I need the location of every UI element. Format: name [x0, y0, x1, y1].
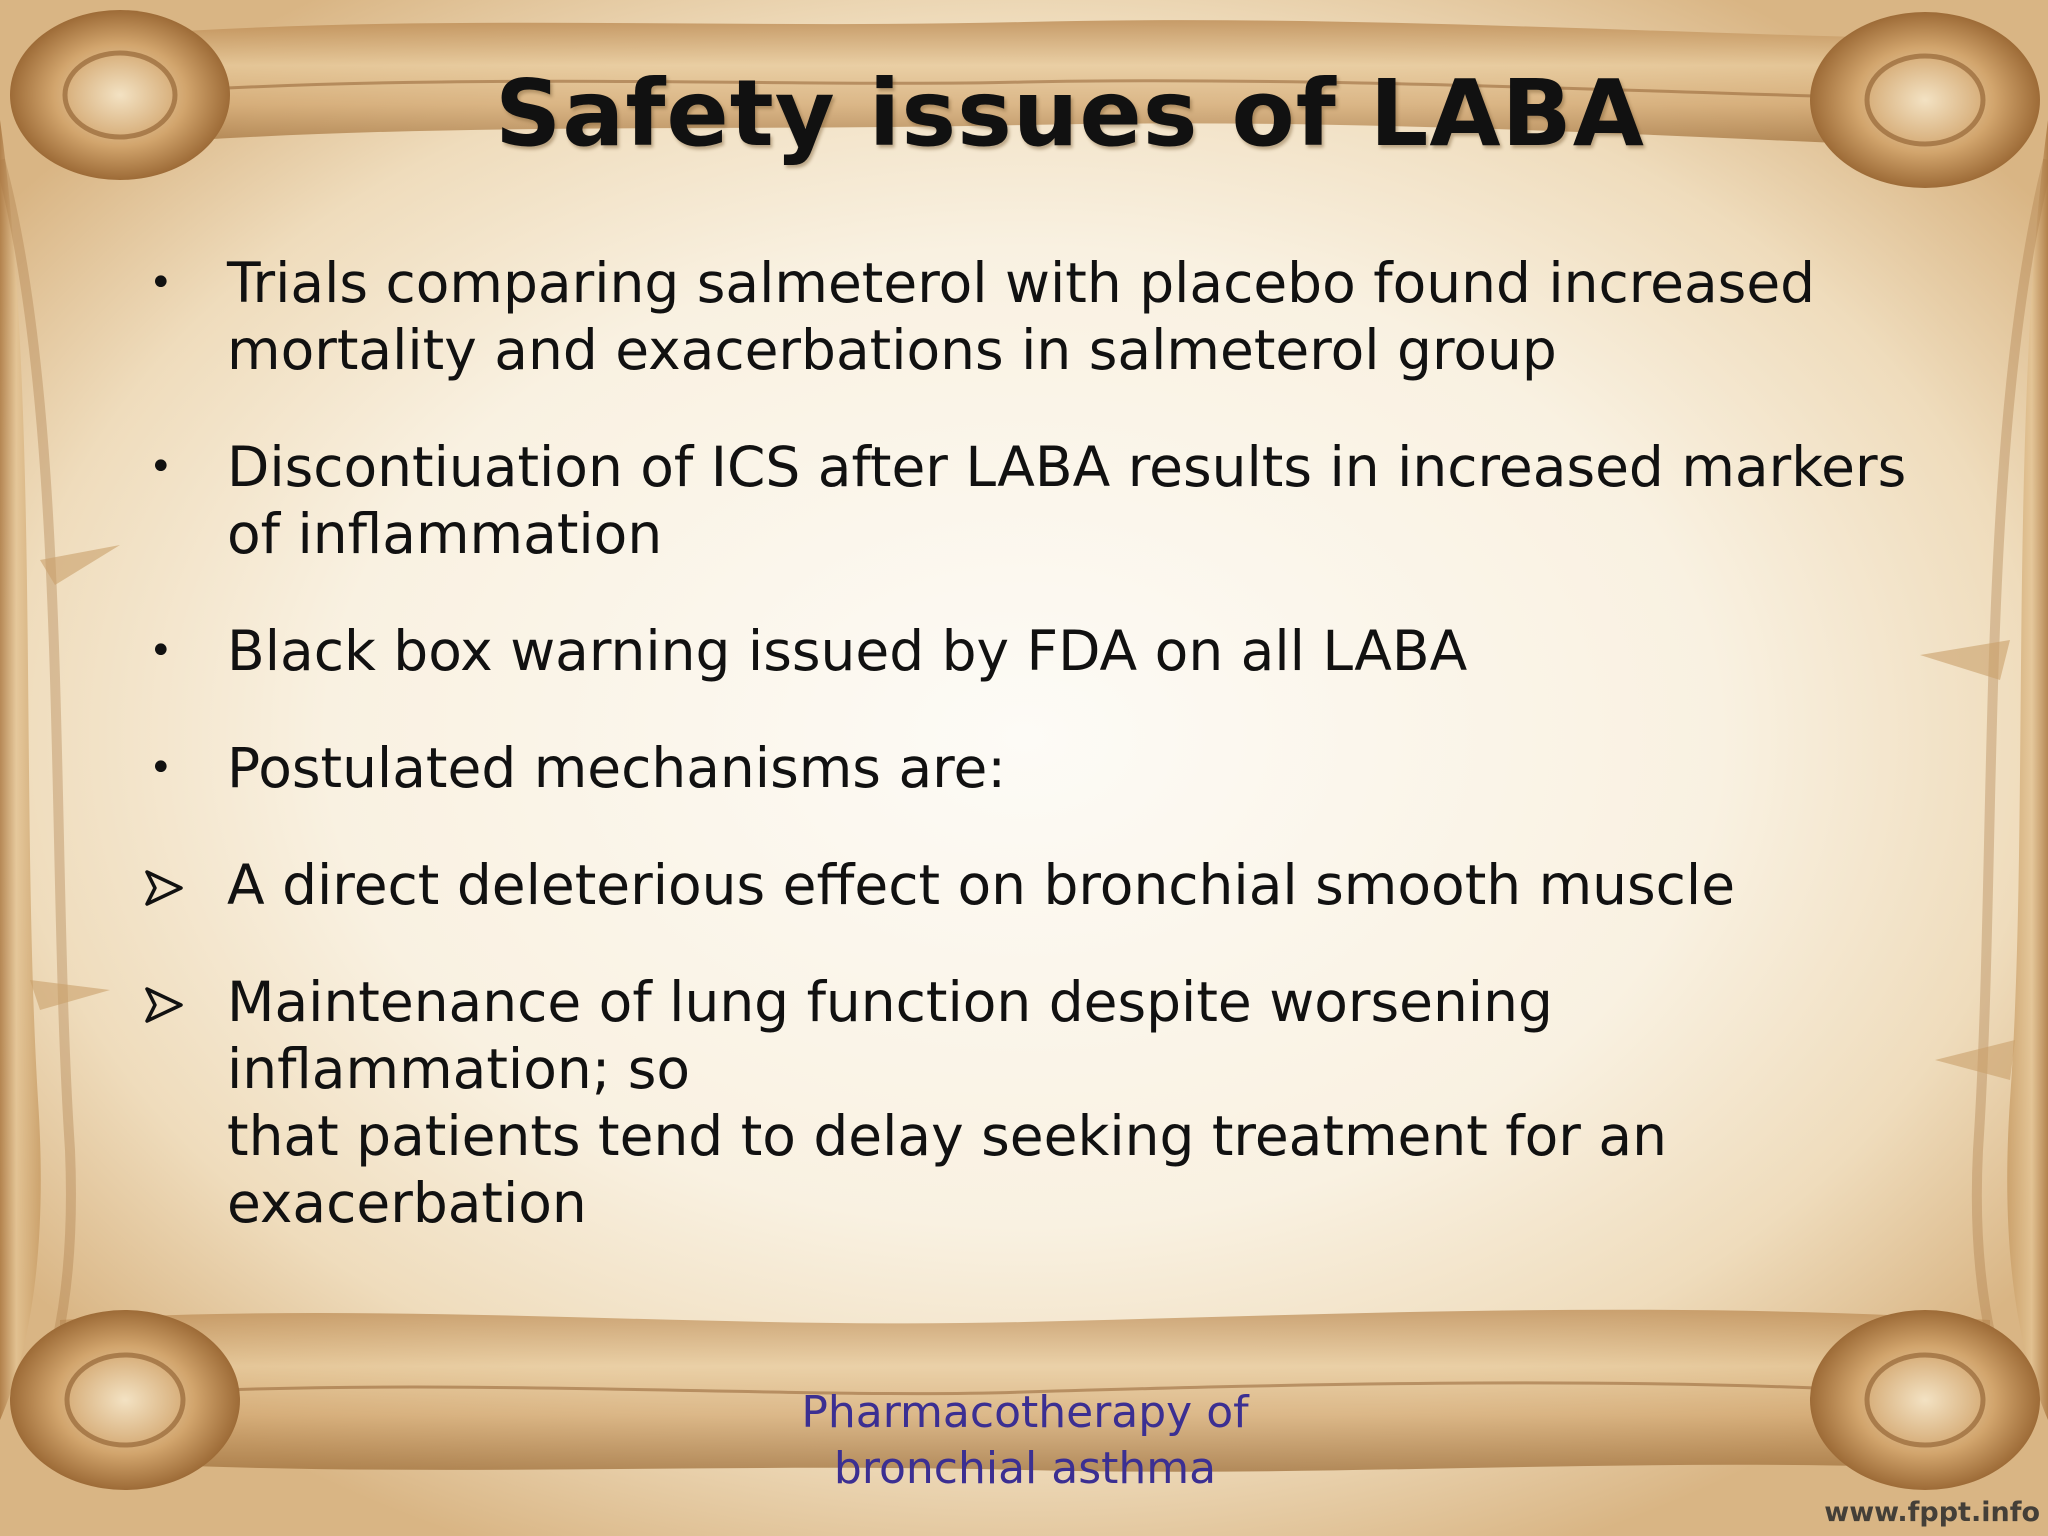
bullet-item [145, 250, 1945, 384]
bullet-text-line: Trials comparing salmeterol with placebo found increased [227, 251, 1816, 315]
bullet-dot-icon: • [149, 444, 173, 490]
bullet-text-line: of inflammation [227, 502, 663, 566]
bullet-text-line: Postulated mechanisms are: [227, 736, 1006, 800]
bullet-text-line: exacerbation [227, 1171, 587, 1235]
watermark: www.fppt.info [1824, 1497, 2040, 1528]
bullet-text-line: Discontiuation of ICS after LABA results in increased markers [227, 435, 1907, 499]
slide-title: Safety issues of LABA [495, 60, 1645, 167]
bullet-dot-icon: • [149, 260, 173, 306]
bullet-text-line: Maintenance of lung function despite worsening inflammation; so [227, 970, 1553, 1101]
arrow-bullet-icon [145, 852, 205, 906]
bullet-list [145, 250, 1945, 1287]
bullet-dot-icon: • [149, 745, 173, 791]
bullet-item [145, 969, 1945, 1237]
bullet-text-line: that patients tend to delay seeking treatment for an [227, 1104, 1667, 1168]
bullet-dot-icon: • [149, 628, 173, 674]
slide-footer [700, 1385, 1350, 1497]
arrow-bullet-icon [145, 969, 205, 1023]
footer-line: bronchial asthma [833, 1443, 1217, 1494]
bullet-item [145, 434, 1945, 568]
bullet-item [145, 735, 1945, 802]
bullet-item [145, 618, 1945, 685]
bullet-text-line: A direct deleterious effect on bronchial smooth muscle [227, 853, 1736, 917]
bullet-item [145, 852, 1945, 919]
bullet-text-line: mortality and exacerbations in salmeterol group [227, 318, 1557, 382]
footer-line: Pharmacotherapy of [801, 1387, 1249, 1438]
bullet-text-line: Black box warning issued by FDA on all LABA [227, 619, 1468, 683]
